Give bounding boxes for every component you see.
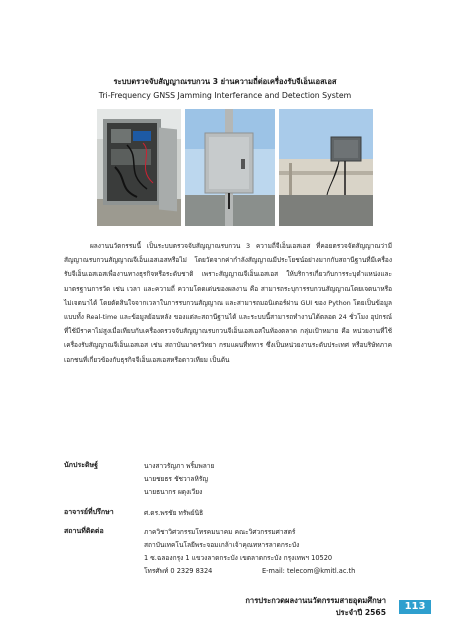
inventor-name: นายชยธร ชัชวาลหิรัญ: [144, 475, 208, 483]
contact-department: ภาควิชาวิศวกรรมโทรคมนาคม คณะวิศวกรรมศาสตร์: [144, 528, 296, 536]
footer-line-2: ประจำปี 2565: [335, 608, 386, 617]
photo-strip: [97, 109, 373, 226]
contact-address: 1 ซ.ฉลองกรุง 1 แขวงลาดกระบัง เขตลาดกระบัง กรุงเทพฯ 10520: [144, 554, 333, 562]
page-number-badge: 113: [399, 600, 431, 614]
advisor-name: ศ.ดร.พรชัย ทรัพย์นิธิ: [144, 509, 204, 517]
inventors-label: นักประดิษฐ์: [64, 461, 99, 469]
contact-email: E-mail: telecom@kmitl.ac.th: [262, 567, 356, 575]
footer-caption: [245, 595, 386, 619]
footer-line-1: การประกวดผลงานนวัตกรรมสายอุดมศึกษา: [245, 596, 386, 605]
contact-institute: สถาบันเทคโนโลยีพระจอมเกล้าเจ้าคุณทหารลาดกระบัง: [144, 541, 300, 549]
description-paragraph: ผลงานนวัตกรรมนี้ เป็นระบบตรวจจับสัญญาณรบกวน 3 ความถี่จีเอ็นเอสเอส ที่คอยตรวจจัดสัญญาณว่ามีสัญญาณรบกวนสัญญาณจีเอ็นเอสเอสหรือไม่ โดยวัดจากค่ากำลังสัญญาณมีประโยชน์อย่างมากกับสถานีฐานที่มีเครื่องรับจีเอ็นเอสเอสเพื่องานทางธุรกิจหรือระดับชาติ เพราะสัญญาณจีเอ็นเอสเอส ให้บริการเกี่ยวกับการระบุตำแหน่งและมาตรฐานการวัด เช่น เวลา และความถี่ ความโดดเด่นของผลงาน คือ สามารถระบุการรบกวนสัญญาณโดยเจตนาหรือไม่เจตนาได้ โดยตัดสินใจจากเวลาในการรบกวนสัญญาณ และสามารถมอนิเตอร์ผ่าน GUI ของ Python โดยเป็นข้อมูลแบบทั้ง Real-time และข้อมูลย้อนหลัง ของแต่ละสถานีฐานได้ และระบบนี้สามารถทำงานได้ตลอด 24 ชั่วโมง อุปกรณ์ที่ใช้มีราคาไม่สูงเมื่อเทียบกับเครื่องตรวจจับสัญญาณรบกวนจีเอ็นเอสเอสในท้องตลาด กลุ่มเป้าหมาย คือ หน่วยงานที่ใช้เครื่องรับสัญญาณจีเอ็นเอสเอส เช่น สถาบันมาตรวิทยา กรมแผนที่ทหาร ซึ่งเป็นหน่วยงานระดับประเทศ หรือบริษัทภาคเอกชนที่เกี่ยวข้องกับธุรกิจจีเอ็นเอสเอสหรือดาวเทียม เป็นต้น: [64, 242, 392, 364]
contact-phone: โทรศัพท์ 0 2329 8324: [144, 567, 213, 575]
photo-closed-cabinet: [185, 109, 275, 226]
contact-label: สถานที่ติดต่อ: [64, 527, 104, 535]
photo-rooftop-cabinet: [279, 109, 373, 226]
inventor-name: นางสาวรัญภา พริ้มพลาย: [144, 462, 215, 470]
advisor-label: อาจารย์ที่ปรึกษา: [64, 508, 114, 516]
inventor-name: นายธนากร ผดุงเวียง: [144, 488, 203, 496]
title-english: Tri-Frequency GNSS Jamming Interferance and Detection System: [98, 91, 352, 100]
title-thai: ระบบตรวจจับสัญญาณรบกวน 3 ย่านความถี่ต่อเครื่องรับจีเอ็นเอสเอส: [113, 77, 337, 86]
photo-open-cabinet: [97, 109, 181, 226]
